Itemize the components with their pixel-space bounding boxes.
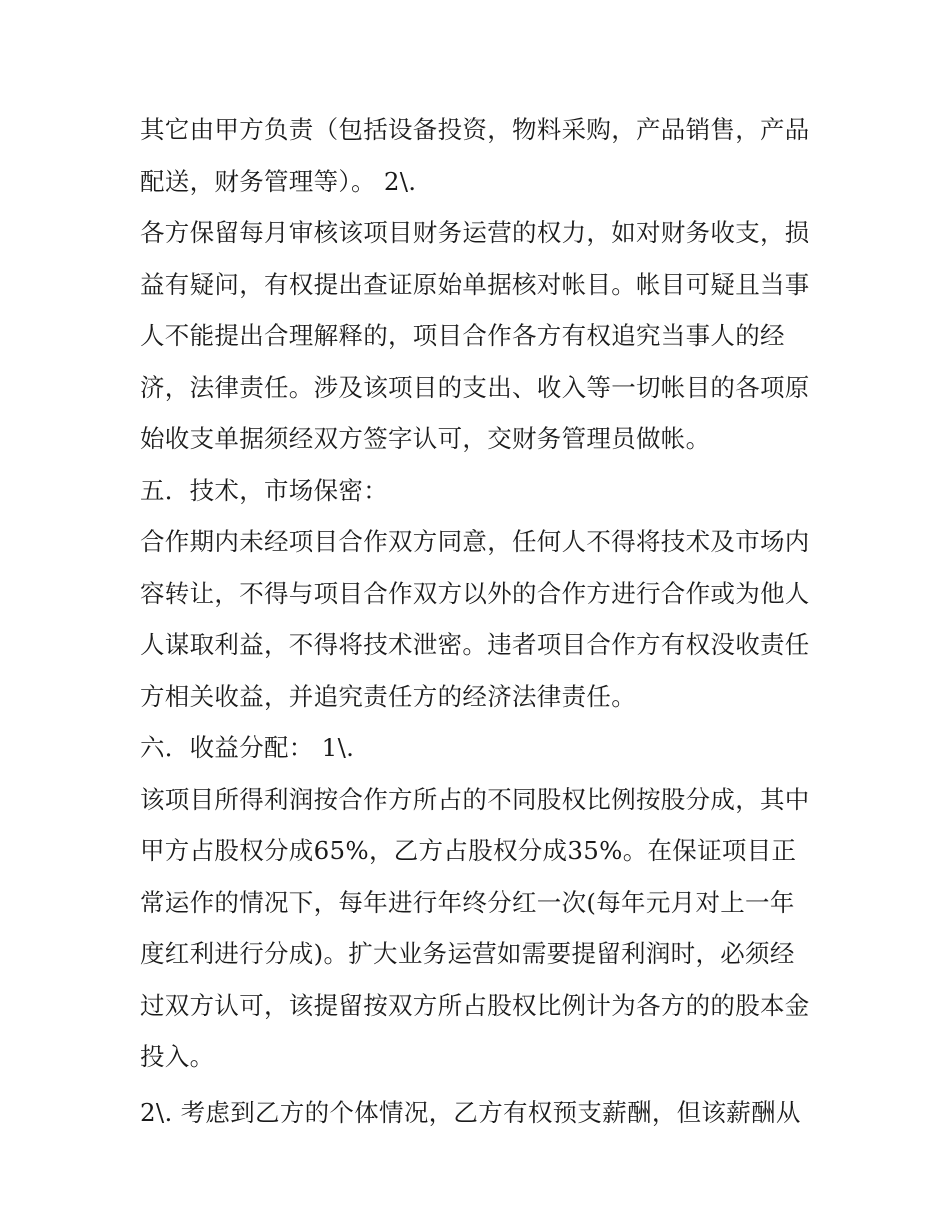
text-line: 人谋取利益，不得将技术泄密。违者项目合作方有权没收责任 [140,630,810,659]
text-line: 容转让，不得与项目合作双方以外的合作方进行合作或为他人 [140,578,810,608]
text-line: 各方保留每月审核该项目财务运营的权力，如对财务收支，损 [140,218,810,247]
text-line: 该项目所得利润按合作方所占的不同股权比例按股分成，其中 [140,784,810,814]
text-line: 甲方占股权分成65%，乙方占股权分成35%。在保证项目正 [140,836,797,865]
section-heading: 六．收益分配： 1\. [140,733,355,762]
text-line: 度红利进行分成)。扩大业务运营如需要提留利润时，必须经 [140,939,795,968]
text-line: 投入。 [140,1042,215,1071]
text-line: 方相关收益，并追究责任方的经济法律责任。 [140,681,636,711]
text-line: 配送，财务管理等）。 2\. [140,166,417,196]
text-line: 始收支单据须经双方签字认可，交财务管理员做帐。 [140,424,711,453]
text-line: 常运作的情况下，每年进行年终分红一次(每年元月对上一年 [140,887,795,917]
document-body [140,104,820,1138]
text-line: 济，法律责任。涉及该项目的支出、收入等一切帐目的各项原 [140,372,810,402]
text-line: 合作期内未经项目合作双方同意，任何人不得将技术及市场内 [140,527,810,556]
section-heading: 五．技术，市场保密： [140,475,388,505]
text-line: 过双方认可，该提留按双方所占股权比例计为各方的的股本金 [140,990,810,1020]
text-line: 人不能提出合理解释的，项目合作各方有权追究当事人的经 [140,321,785,350]
text-line: 其它由甲方负责（包括设备投资，物料采购，产品销售，产品 [140,115,810,144]
text-line: 2\. 考虑到乙方的个体情况，乙方有权预支薪酬，但该薪酬从 [140,1097,801,1127]
text-line: 益有疑问，有权提出查证原始单据核对帐目。帐目可疑且当事 [140,269,810,299]
